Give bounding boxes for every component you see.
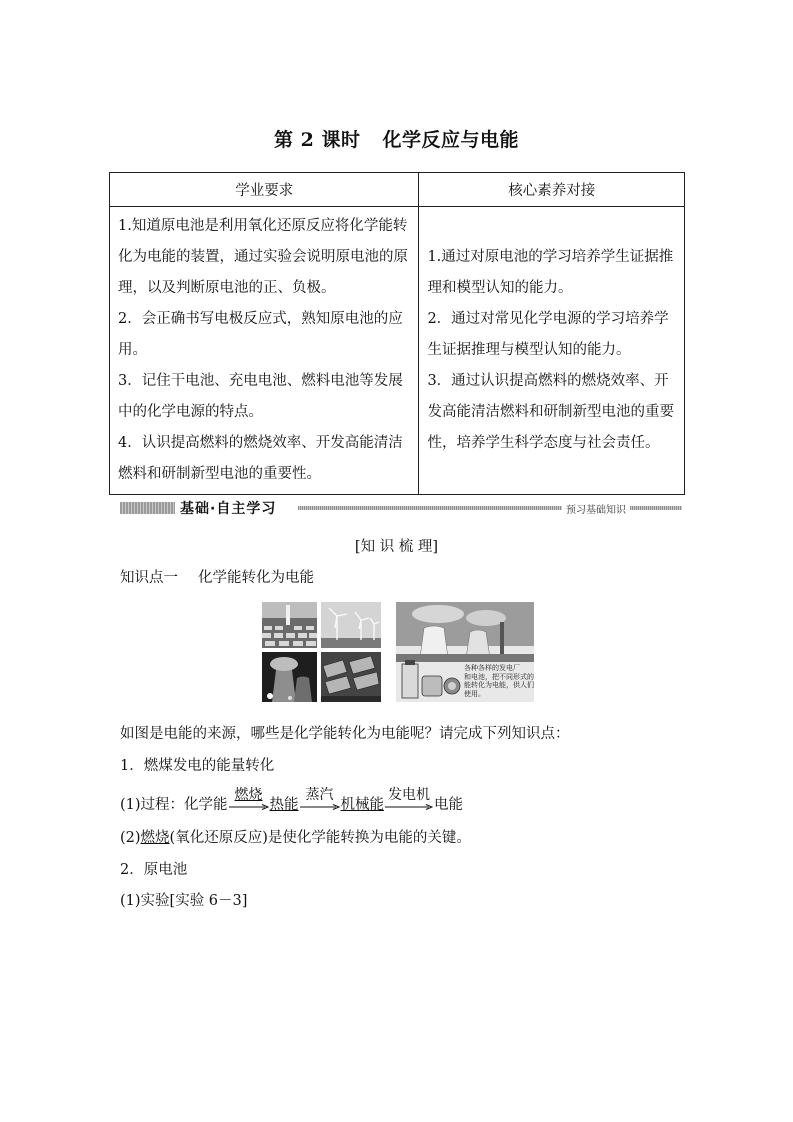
section-1-heading: 1．燃煤发电的能量转化 <box>120 758 275 774</box>
requirements-table <box>109 172 685 495</box>
arrow-steam <box>300 787 340 810</box>
state-heat-energy: 热能 <box>269 797 299 813</box>
wind-farm-photo <box>321 602 381 648</box>
banner-rule-end <box>630 506 682 510</box>
academic-requirements-cell <box>110 207 419 495</box>
lesson-topic: 化学反应与电能 <box>382 129 519 151</box>
banner-decoration <box>120 502 175 514</box>
requirement-1: 1.知道原电池是利用氧化还原反应将化学能转化为电能的装置，通过实验会说明原电池的原理，以及判断原电池的正、负极。 <box>118 218 408 296</box>
core-literacy-cell <box>419 207 685 495</box>
power-station-night-photo <box>262 652 317 702</box>
literacy-3: 3．通过认识提高燃料的燃烧效率、开发高能清洁燃料和研制新型电池的重要性，培养学生科学态度与社会责任。 <box>427 373 674 451</box>
power-plant-and-batteries-photo <box>396 602 534 702</box>
combustion-key-statement: (2)燃烧(氧化还原反应)是使化学能转换为电能的关键。 <box>120 830 471 846</box>
header-academic-requirements: 学业要求 <box>110 173 419 207</box>
arrow-label-steam: 蒸汽 <box>305 787 334 803</box>
banner-label: 基础·自主学习 <box>180 501 277 517</box>
subheading: [知 识 梳 理] <box>354 539 439 555</box>
arrow-label-combustion: 燃烧 <box>234 787 263 803</box>
energy-conversion-process <box>120 787 464 814</box>
lesson-title <box>0 125 793 152</box>
banner-rule <box>298 506 562 510</box>
knowledge-point-label: 知识点一 <box>120 570 178 586</box>
knowledge-point-heading <box>120 566 314 587</box>
lesson-number: 第 2 课时 <box>274 129 361 151</box>
header-core-literacy: 核心素养对接 <box>419 173 685 207</box>
state-electric-energy: 电能 <box>434 797 464 813</box>
solar-plant-photo <box>262 602 317 648</box>
photo-caption: 各种各样的发电厂 和电池，把不同形式的 能转化为电能，供人们 使用。 <box>464 664 534 698</box>
arrow-combustion <box>229 787 269 810</box>
arrow-generator <box>385 787 433 810</box>
requirement-2: 2．会正确书写电极反应式，熟知原电池的应用。 <box>118 311 403 358</box>
experiment-label: (1)实验[实验 6－3] <box>120 893 248 909</box>
requirement-3: 3．记住干电池、充电电池、燃料电池等发展中的化学电源的特点。 <box>118 373 403 420</box>
combustion-key-term: 燃烧 <box>140 830 170 846</box>
literacy-1: 1.通过对原电池的学习培养学生证据推理和模型认知的能力。 <box>427 249 674 296</box>
literacy-2: 2．通过对常见化学电源的学习培养学生证据推理与模型认知的能力。 <box>427 311 669 358</box>
knowledge-point-title: 化学能转化为电能 <box>198 570 314 586</box>
intro-question: 如图是电能的来源，哪些是化学能转化为电能呢？请完成下列知识点： <box>120 726 570 742</box>
state-mechanical-energy: 机械能 <box>340 797 385 813</box>
process-prefix: (1)过程：化学能 <box>120 797 228 813</box>
section-banner <box>120 500 682 516</box>
arrow-label-generator: 发电机 <box>388 787 431 803</box>
section-2-heading: 2．原电池 <box>120 862 188 878</box>
requirement-4: 4．认识提高燃料的燃烧效率、开发高能清洁燃料和研制新型电池的重要性。 <box>118 435 403 482</box>
banner-tag: 预习基础知识 <box>566 505 626 516</box>
solar-panels-photo <box>321 652 381 702</box>
